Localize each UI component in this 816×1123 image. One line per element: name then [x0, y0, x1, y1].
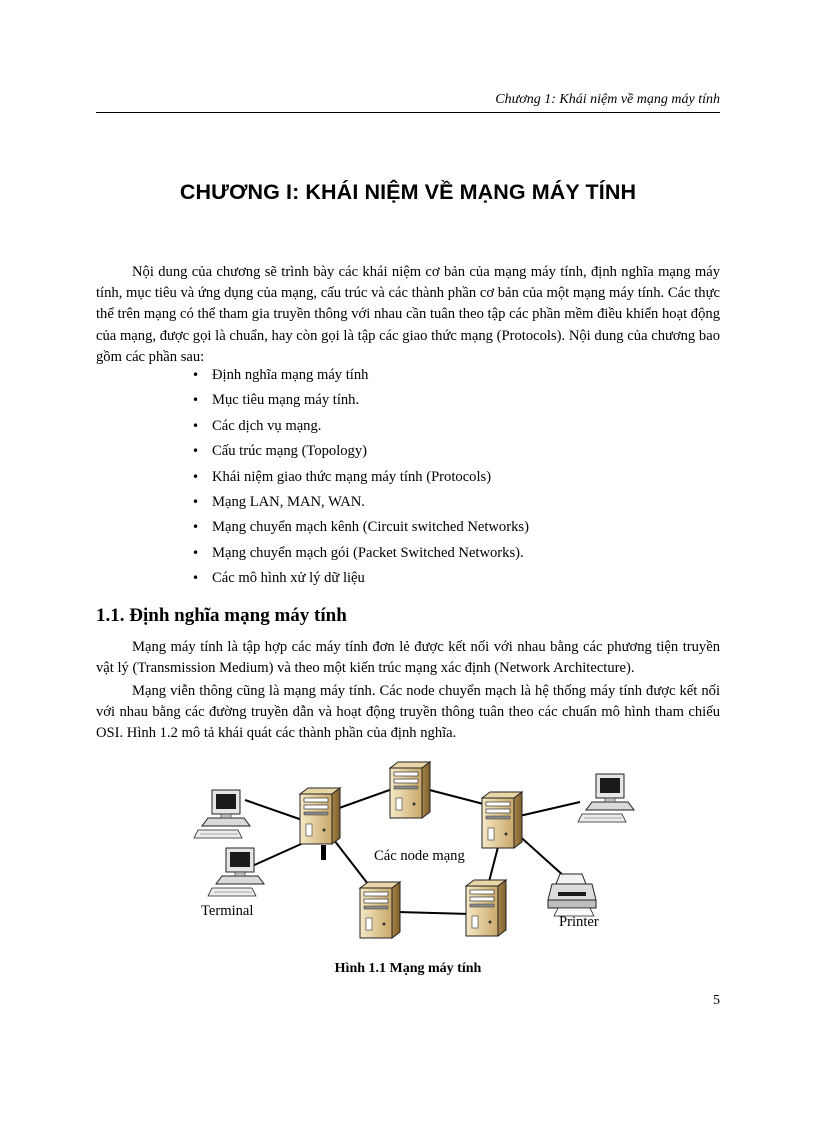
server-icon [466, 880, 506, 936]
section-paragraph-1: Mạng máy tính là tập hợp các máy tính đơn lẻ được kết nối với nhau bằng các phương tiện truyền vật lý (Transmission Medium) và theo một kiến trúc mạng xác định (Network Architecture). [96, 639, 720, 677]
computer-icon [208, 848, 264, 896]
list-item: • Định nghĩa mạng máy tính [190, 365, 529, 390]
server-icon [300, 788, 340, 844]
terminal-label: Terminal [201, 903, 254, 919]
link-connector [321, 845, 326, 860]
list-item: • Khái niệm giao thức mạng máy tính (Protocols) [190, 467, 529, 492]
server-icon [390, 762, 430, 818]
server-icon [360, 882, 400, 938]
section-paragraph-2: Mạng viễn thông cũng là mạng máy tính. Các node chuyển mạch là hệ thống máy tính được kết nối với nhau bằng các đường truyền dẫn và hoạt động truyền thông tuân theo các chuẩn mô hình tham chiếu OSI. Hình 1.2 mô tả khái quát các thành phần của định nghĩa. [96, 683, 720, 742]
nodes-label: Các node mạng [374, 848, 465, 864]
printer-label: Printer [559, 914, 599, 930]
list-item: • Mục tiêu mạng máy tính. [190, 390, 529, 415]
list-item: • Các dịch vụ mạng. [190, 416, 529, 441]
figure-caption: Hình 1.1 Mạng máy tính [334, 961, 482, 976]
list-item: • Các mô hình xử lý dữ liệu [190, 568, 529, 593]
computer-icon [578, 774, 634, 822]
page-number: 5 [713, 993, 720, 1008]
list-item: • Mạng chuyển mạch kênh (Circuit switched Networks) [190, 517, 529, 542]
section-heading: 1.1. Định nghĩa mạng máy tính [96, 605, 347, 626]
list-item: • Mạng chuyển mạch gói (Packet Switched Networks). [190, 543, 529, 568]
header-rule [96, 112, 720, 113]
chapter-title: CHƯƠNG I: KHÁI NIỆM VỀ MẠNG MÁY TÍNH [179, 180, 637, 204]
intro-paragraph: Nội dung của chương sẽ trình bày các khái niệm cơ bản của mạng máy tính, định nghĩa mạng máy tính, mục tiêu và ứng dụng của mạng, cấu trúc và các thành phần cơ bản của một mạng máy tính. Các thực thể trên mạng có thể tham gia truyền thông với nhau cần tuân theo tập các phần mềm điều khiển hoạt động của mạng, được gọi là chuẩn, hay còn gọi là tập các giao thức mạng (Protocols). Nội dung của chương bao gồm các phần sau: [96, 264, 720, 365]
list-item: • Cấu trúc mạng (Topology) [190, 441, 529, 466]
printer-icon [548, 874, 596, 916]
computer-icon [194, 790, 250, 838]
network-figure [180, 752, 680, 952]
list-item: • Mạng LAN, MAN, WAN. [190, 492, 529, 517]
server-icon [482, 792, 522, 848]
topic-list [190, 365, 529, 594]
running-header: Chương 1: Khái niệm về mạng máy tính [495, 92, 720, 107]
